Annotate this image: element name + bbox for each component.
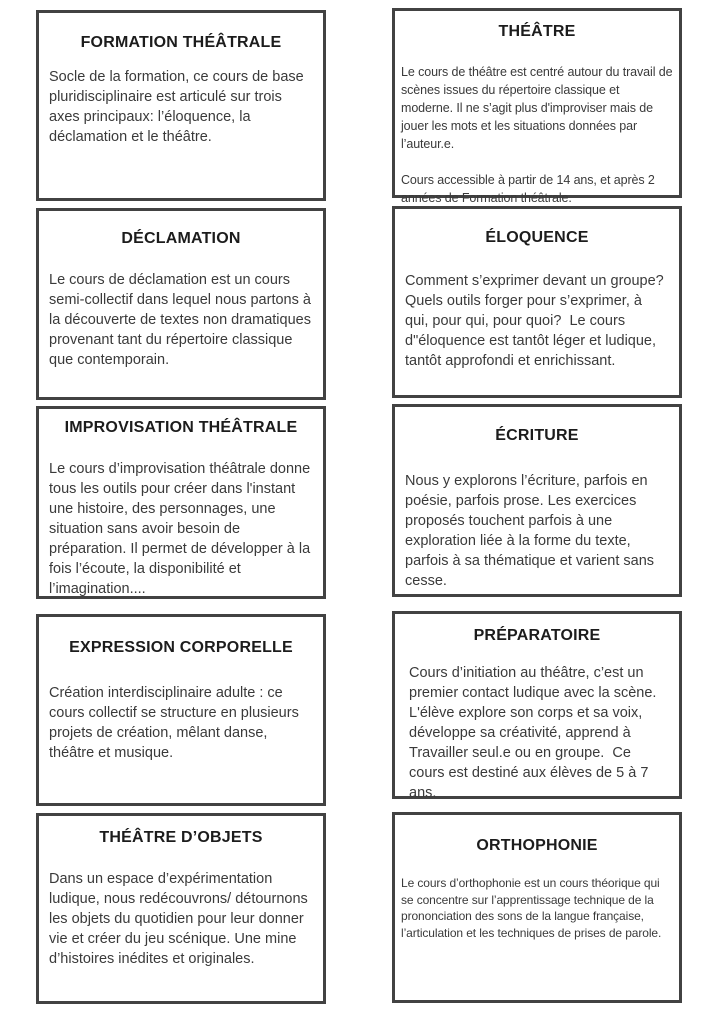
card-improvisation-theatrale <box>36 406 326 599</box>
card-orthophonie <box>392 812 682 1003</box>
card-expression-corporelle <box>36 614 326 806</box>
card-paragraph: Le cours d’improvisation théâtrale donne tous les outils pour créer dans l'instant une histoire, des personnages, une situation sans avoir besoin de préparation. Il permet de développer à la fois l’écoute, la disponibilité et l’imagination.... <box>49 461 315 597</box>
card-paragraph: Création interdisciplinaire adulte : ce cours collectif se structure en plusieurs projets de création, mêlant danse, théâtre et musique. <box>49 685 303 761</box>
card-theatre-objets <box>36 813 326 1004</box>
card-paragraph: Dans un espace d’expérimentation ludique, nous redécouvrons/ détournons les objets du quotidien pour leur donner vie et créer du jeu scénique. Une mine d’histoires inédites et originales. <box>49 871 312 967</box>
card-paragraph: Nous y explorons l’écriture, parfois en poésie, parfois prose. Les exercices proposés touchent parfois à une exploration liée à la forme du texte, parfois à sa thématique et varient sans cesse. <box>405 473 659 589</box>
card-paragraph: Socle de la formation, ce cours de base pluridisciplinaire est articulé sur trois axes principaux: l’éloquence, la déclamation et le théâtre. <box>49 69 308 145</box>
card-paragraph: Le cours de théâtre est centré autour du travail de scènes issues du répertoire classique et moderne. Il ne s’agit plus d'improviser mais de jouer les mots et les situations données par l’auteur.e. <box>401 65 676 151</box>
card-paragraph: Cours accessible à partir de 14 ans, et après 2 années de Formation théâtrale. <box>401 173 659 205</box>
left-column <box>36 10 326 1004</box>
card-eloquence <box>392 206 682 398</box>
card-formation-theatrale <box>36 10 326 201</box>
right-column <box>392 8 682 1004</box>
card-title: ÉLOQUENCE <box>485 229 589 246</box>
card-paragraph: Comment s’exprimer devant un groupe? Quels outils forger pour s’exprimer, à qui, pour qui, pour quoi? Le cours d"éloquence est tantôt léger et ludique, tantôt approfondi et enrichissant. <box>405 273 668 369</box>
card-preparatoire <box>392 611 682 799</box>
card-paragraph: Le cours d’orthophonie est un cours théorique qui se concentre sur l’apprentissage technique de la prononciation des sons de la langue française, l’articulation et les techniques de prises de parole. <box>401 876 663 940</box>
card-declamation <box>36 208 326 400</box>
card-ecriture <box>392 404 682 597</box>
card-title: THÉÂTRE D’OBJETS <box>99 829 263 846</box>
card-title: DÉCLAMATION <box>121 230 241 247</box>
card-title: THÉÂTRE <box>498 23 576 40</box>
card-title: ORTHOPHONIE <box>476 837 598 854</box>
card-title: EXPRESSION CORPORELLE <box>69 639 293 656</box>
card-title: PRÉPARATOIRE <box>473 627 601 644</box>
card-title: IMPROVISATION THÉÂTRALE <box>64 419 298 436</box>
card-paragraph: Cours d’initiation au théâtre, c’est un premier contact ludique avec la scène. L'élève explore son corps et sa voix, développe sa créativité, apprend à Travailler seul.e ou en groupe. Ce cours est destiné aux élèves de 5 à 7 ans. <box>409 665 661 801</box>
card-title: ÉCRITURE <box>495 427 579 444</box>
card-paragraph: Le cours de déclamation est un cours semi-collectif dans lequel nous partons à la découverte de textes non dramatiques provenant tant du répertoire classique que contemporain. <box>49 272 316 368</box>
card-title: FORMATION THÉÂTRALE <box>80 34 282 51</box>
card-theatre <box>392 8 682 205</box>
